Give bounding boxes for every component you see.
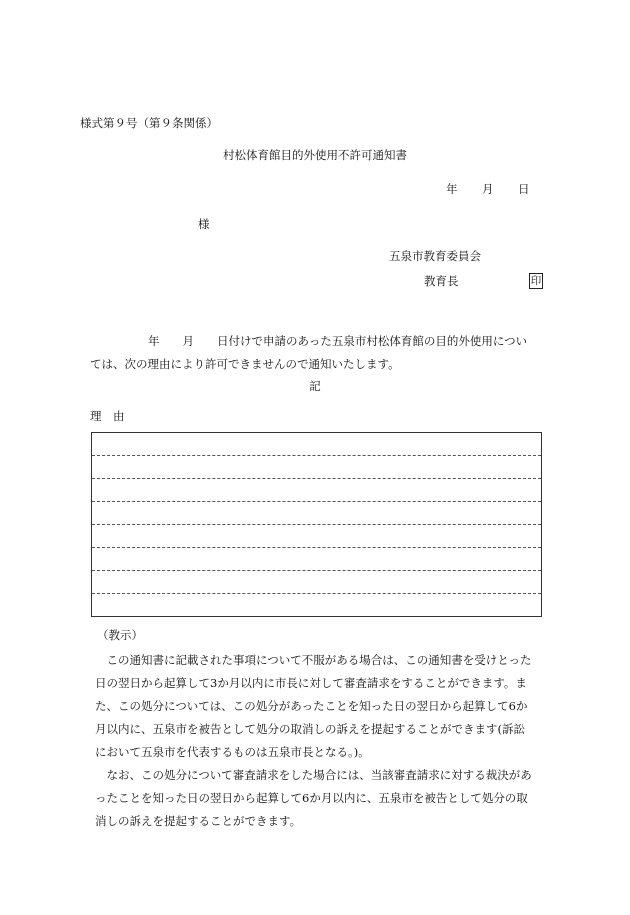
reason-line: [92, 524, 541, 525]
kyoji-line: た、この処分については、この処分があったことを知った日の翌日から起算して6か: [95, 699, 528, 713]
kyoji-line: において五泉市を代表するものは五泉市長となる。)。: [95, 745, 370, 759]
kyoji-line: この通知書に記載された事項について不服がある場合は、この通知書を受けとった: [95, 653, 532, 667]
date-month: 月: [482, 182, 494, 196]
date-day: 日: [518, 182, 530, 196]
date-line: [446, 184, 530, 196]
reason-line: [92, 547, 541, 548]
kyoji-label: （教示）: [97, 628, 143, 642]
kyoji-line: なお、この処分について審査請求をした場合には、当該審査請求に対する裁決があ: [95, 768, 532, 782]
kyoji-line: 月以内に、五泉市を被告として処分の取消しの訴えを提起することができます(訴訟: [95, 722, 525, 736]
ki-heading: 記: [309, 379, 321, 393]
reason-line: [92, 455, 541, 456]
seal-mark: 印: [530, 275, 542, 287]
kyoji-line: ったことを知った日の翌日から起算して6か月以内に、五泉市を被告として処分の取: [95, 791, 528, 805]
kyoji-line: 消しの訴えを提起することができます。: [95, 814, 302, 828]
document-title: 村松体育館目的外使用不許可通知書: [223, 148, 407, 162]
body-line-2: ては、次の理由により許可できませんので通知いたします。: [90, 357, 400, 371]
reason-label: 理 由: [90, 409, 125, 423]
notification-body: [90, 330, 560, 376]
form-number: 様式第９号（第９条関係）: [80, 116, 218, 130]
reason-box: [91, 432, 542, 617]
reason-line: [92, 501, 541, 502]
reason-line: [92, 570, 541, 571]
date-year: 年: [446, 182, 458, 196]
body-line-1: 年 月 日付けで申請のあった五泉市村松体育館の目的外使用につい: [148, 334, 528, 348]
addressee-suffix: 様: [198, 217, 210, 231]
reason-line: [92, 478, 541, 479]
issuer-title: 教育長: [424, 274, 459, 288]
kyoji-text: [95, 649, 560, 833]
kyoji-line: 日の翌日から起算して3か月以内に市長に対して審査請求をすることができます。ま: [95, 676, 527, 690]
issuer-organization: 五泉市教育委員会: [389, 249, 481, 263]
reason-line: [92, 593, 541, 594]
